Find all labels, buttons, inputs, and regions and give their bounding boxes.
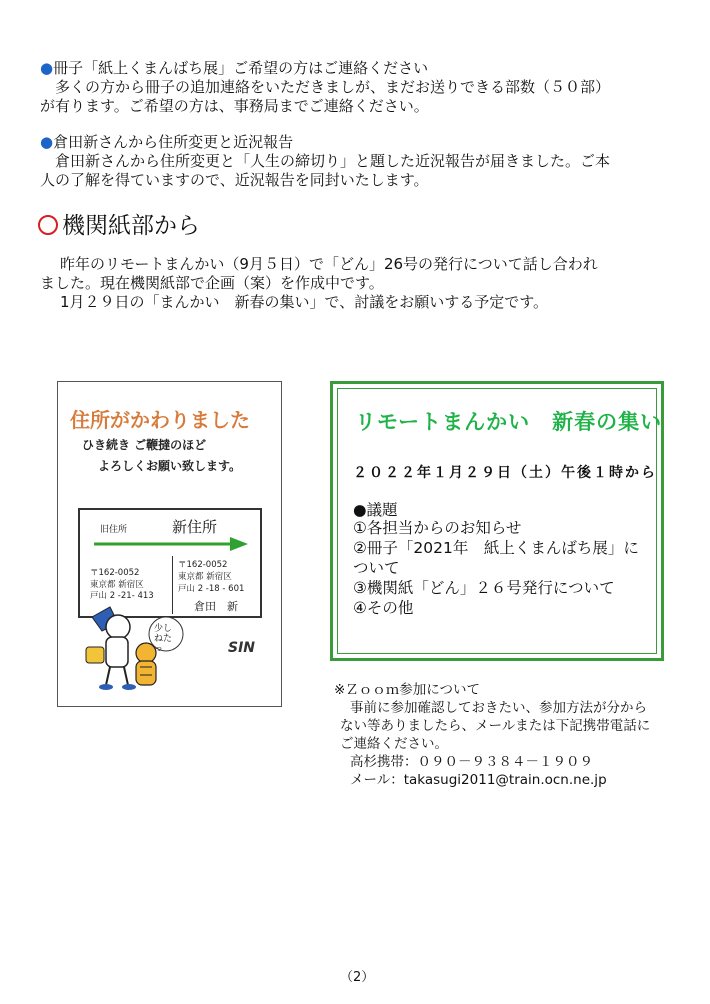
signature-logo: SIN: [228, 640, 256, 656]
old-address-label: 旧住所: [100, 525, 128, 535]
bubble-text: 少しねたっ: [154, 624, 173, 654]
section3-line3: 1月２９日の「まんかい 新春の集い」で、討議をお願いする予定です。: [60, 293, 549, 311]
old-addr1: 東京都 新宿区: [90, 580, 144, 590]
section2-heading-row: [40, 133, 293, 152]
agenda-heading: ●議題: [353, 501, 398, 519]
section1-heading-row: [40, 59, 428, 78]
old-addr2: 戸山 2 -21- 413: [90, 591, 154, 601]
arrow-icon: [92, 536, 252, 552]
circle-icon: [38, 215, 58, 235]
agenda-item: ついて: [353, 559, 400, 577]
new-zip: 〒162-0052: [178, 560, 228, 570]
page-number: （2）: [340, 970, 375, 985]
bullet-icon: ●: [40, 59, 54, 77]
bullet-icon: ●: [40, 133, 54, 151]
agenda-item: ②冊子「2021年 紙上くまんばち展」に: [353, 539, 639, 557]
new-addr1: 東京都 新宿区: [178, 572, 232, 582]
zoom-email[interactable]: メール：takasugi2011@train.ocn.ne.jp: [350, 772, 607, 788]
agenda-item: ③機関紙「どん」２６号発行について: [353, 579, 615, 597]
zoom-line1: 事前に参加確認しておきたい、参加方法が分から: [350, 700, 647, 716]
zoom-line3: ご連絡ください。: [340, 736, 448, 752]
section3-line2: ました。現在機関紙部で企画（案）を作成中です。: [40, 274, 384, 292]
address-change-card: [57, 381, 282, 707]
zoom-line2: ない等ありましたら、メールまたは下記携帯電話に: [340, 718, 651, 734]
agenda-item: ④その他: [353, 599, 414, 617]
agenda-item: ①各担当からのお知らせ: [353, 519, 522, 537]
section3-title-row: [38, 212, 200, 240]
new-addr2: 戸山 2 -18 - 601: [178, 584, 245, 594]
new-address-label: 新住所: [172, 518, 218, 536]
card-sub2: よろしくお願い致します。: [98, 459, 242, 473]
card-title: 住所がかわりました: [70, 408, 250, 432]
section2-heading: 倉田新さんから住所変更と近況報告: [53, 133, 294, 151]
event-title: リモートまんかい 新春の集い: [355, 410, 663, 434]
section3-line1: 昨年のリモートまんかい（9月５日）で「どん」26号の発行について話し合われ: [60, 255, 598, 273]
card-sub1: ひき続き ご鞭撻のほど: [82, 438, 207, 452]
section1-line1: 多くの方から冊子の追加連絡をいただきましが、まだお送りできる部数（５０部）: [55, 78, 611, 96]
zoom-heading: ※Ｚｏｏｍ参加について: [334, 682, 481, 698]
section1-line2: が有ります。ご希望の方は、事務局までご連絡ください。: [40, 97, 429, 115]
section2-line1: 倉田新さんから住所変更と「人生の締切り」と題した近況報告が届きました。ご本: [55, 152, 611, 170]
event-date: ２０２２年１月２９日（土）午後１時から: [353, 465, 657, 481]
section3-title: 機関紙部から: [62, 213, 200, 239]
card-name: 倉田 新: [194, 600, 238, 613]
section2-line2: 人の了解を得ていますので、近況報告を同封いたします。: [40, 171, 429, 189]
zoom-phone: 高杉携帯：０９０－９３８４－１９０９: [350, 754, 593, 770]
old-zip: 〒162-0052: [90, 568, 140, 578]
event-box: [330, 381, 664, 661]
section1-heading: 冊子「紙上くまんばち展」ご希望の方はご連絡ください: [53, 59, 429, 77]
